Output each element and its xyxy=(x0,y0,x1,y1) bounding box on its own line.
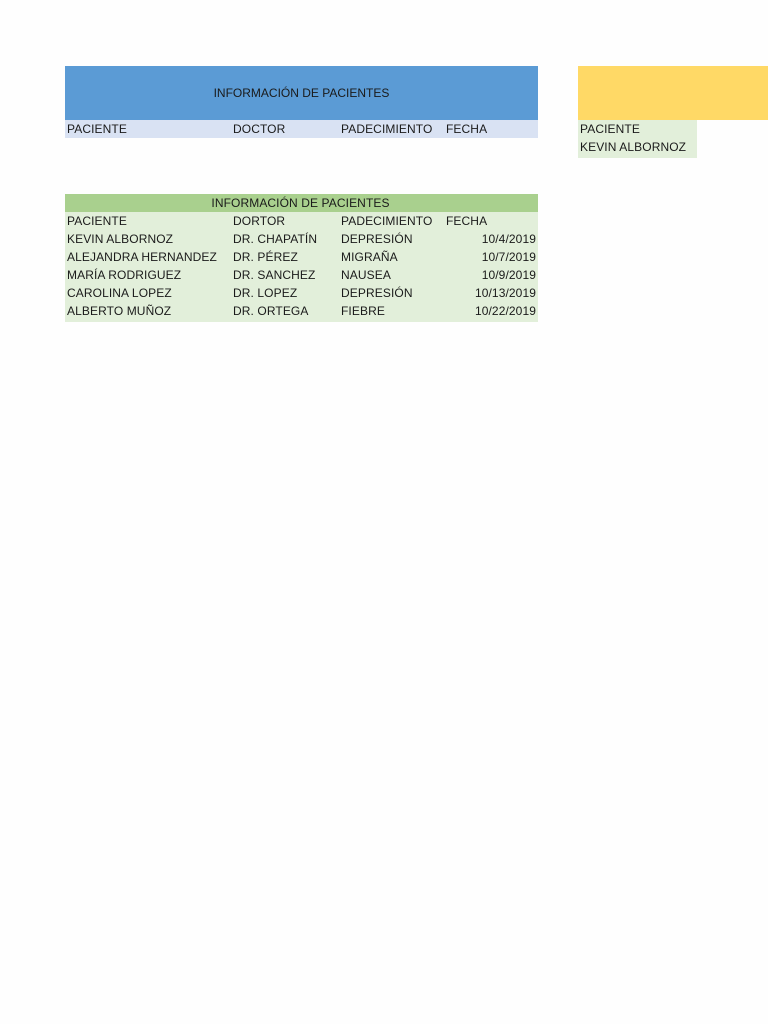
cell-paciente: CAROLINA LOPEZ xyxy=(67,286,172,300)
cell-paciente: ALEJANDRA HERNANDEZ xyxy=(67,250,217,264)
cell-doctor: DR. CHAPATÍN xyxy=(233,232,318,246)
cell-doctor: DR. LOPEZ xyxy=(233,286,298,300)
side-panel-header xyxy=(578,66,768,120)
cell-paciente: ALBERTO MUÑOZ xyxy=(67,304,172,318)
side-panel-fields xyxy=(578,120,697,158)
side-panel-value[interactable]: KEVIN ALBORNOZ xyxy=(580,140,687,154)
table2-header-row xyxy=(65,212,538,230)
cell-fecha: 10/9/2019 xyxy=(481,268,536,282)
cell-padecimiento: FIEBRE xyxy=(341,304,385,318)
table-row xyxy=(65,284,538,302)
table-row xyxy=(65,248,538,266)
cell-paciente: KEVIN ALBORNOZ xyxy=(67,232,174,246)
table-row xyxy=(65,266,538,284)
cell-padecimiento: MIGRAÑA xyxy=(341,250,398,264)
cell-fecha: 10/22/2019 xyxy=(474,304,536,318)
table2-title-banner xyxy=(65,194,538,212)
table1-title-banner xyxy=(65,66,538,120)
table1-title: INFORMACIÓN DE PACIENTES xyxy=(213,86,390,100)
cell-fecha: 10/13/2019 xyxy=(474,286,536,300)
cell-fecha: 10/7/2019 xyxy=(481,250,536,264)
table2-title: INFORMACIÓN DE PACIENTES xyxy=(211,196,390,210)
cell-padecimiento: NAUSEA xyxy=(341,268,391,282)
table1-header-padecimiento: PADECIMIENTO xyxy=(341,122,433,136)
cell-doctor: DR. SANCHEZ xyxy=(233,268,316,282)
table2-header-doctor: DORTOR xyxy=(233,214,286,228)
cell-doctor: DR. ORTEGA xyxy=(233,304,309,318)
cell-fecha: 10/4/2019 xyxy=(481,232,536,246)
table2-body xyxy=(65,212,538,322)
table1-header-row xyxy=(65,120,538,138)
cell-paciente: MARÍA RODRIGUEZ xyxy=(67,268,182,282)
table2-header-padecimiento: PADECIMIENTO xyxy=(341,214,433,228)
side-panel-label: PACIENTE xyxy=(580,122,640,136)
cell-padecimiento: DEPRESIÓN xyxy=(341,286,413,300)
table1-header-paciente: PACIENTE xyxy=(67,122,127,136)
table1-header-fecha: FECHA xyxy=(446,122,488,136)
table2-header-paciente: PACIENTE xyxy=(67,214,127,228)
table2-header-fecha: FECHA xyxy=(446,214,488,228)
cell-padecimiento: DEPRESIÓN xyxy=(341,232,413,246)
table-row xyxy=(65,302,538,320)
cell-doctor: DR. PÉREZ xyxy=(233,250,298,264)
table1-header-doctor: DOCTOR xyxy=(233,122,286,136)
table-row xyxy=(65,230,538,248)
